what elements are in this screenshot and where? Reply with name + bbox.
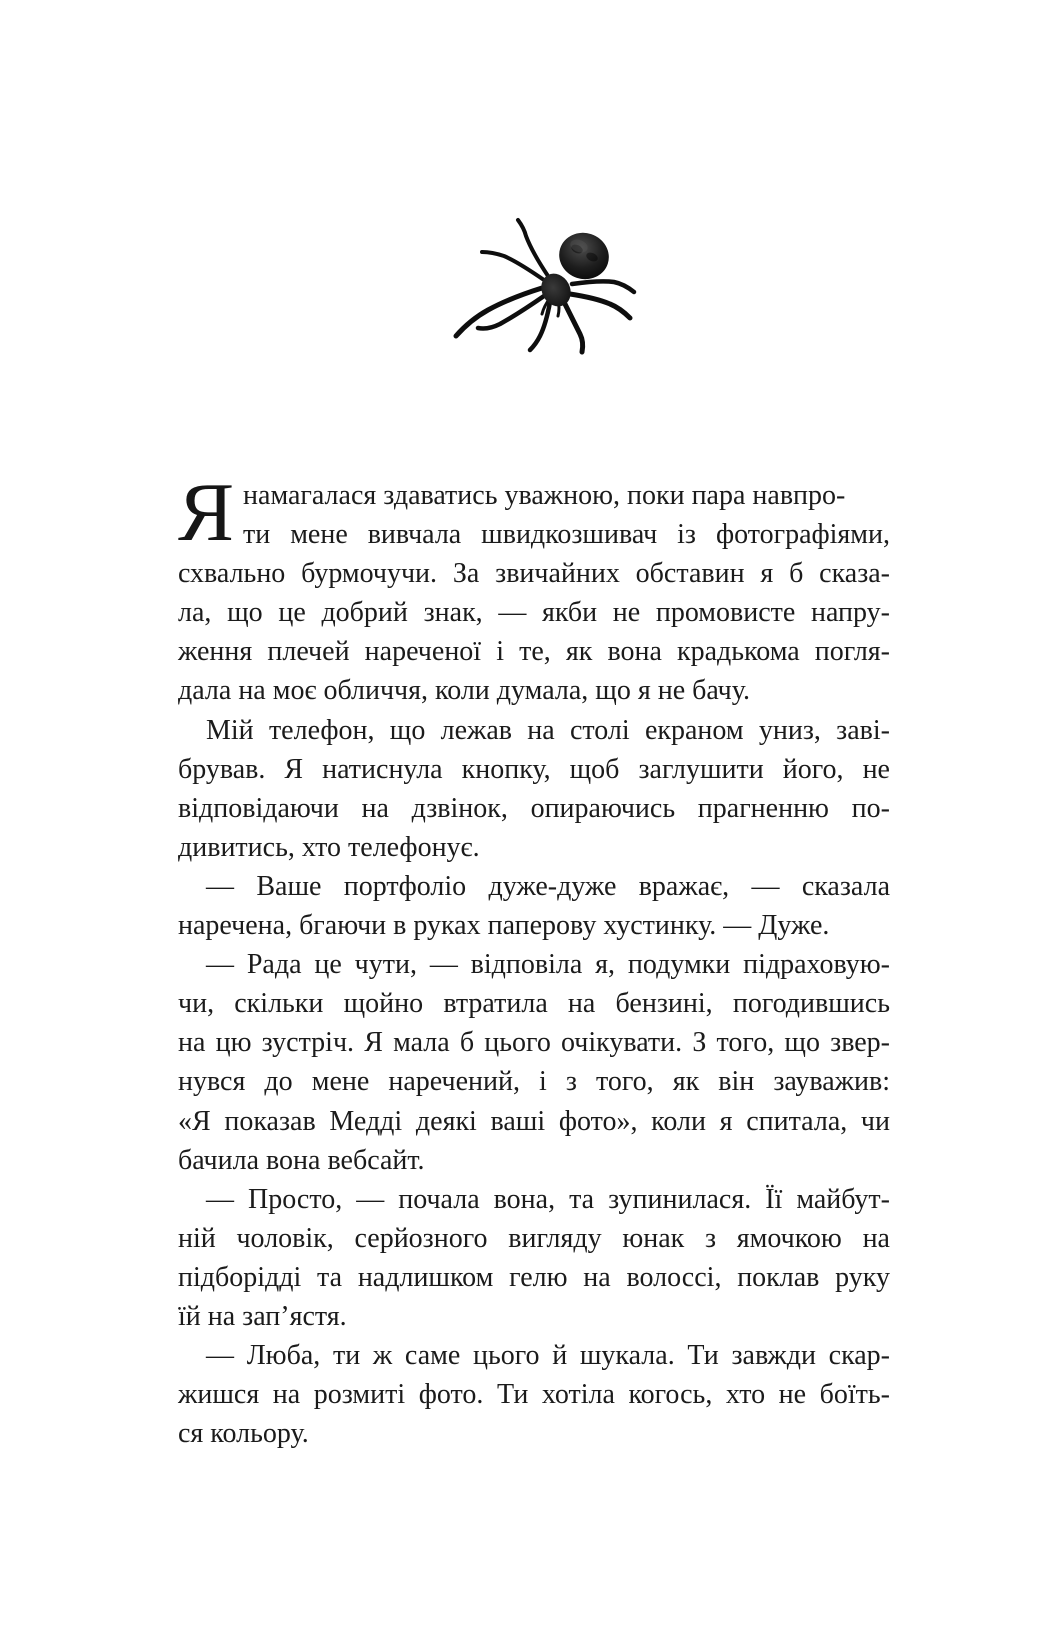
- text-line: — Ваше портфоліо дуже-дуже вражає, — сказала: [206, 870, 890, 902]
- text-line: нувся до мене наречений, і з того, як він зауважив:: [178, 1066, 890, 1098]
- chapter-text: [178, 466, 890, 1453]
- text-line: чи, скільки щойно втратила на бензині, погодившись: [178, 988, 890, 1020]
- text-line: ній чоловік, серйозного вигляду юнак з ямочкою на: [178, 1222, 890, 1254]
- paragraph: [178, 711, 890, 867]
- text-line: — Просто, — почала вона, та зупинилася. Її майбут-: [206, 1183, 890, 1215]
- text-line: — Люба, ти ж саме цього й шукала. Ти завжди скар-: [206, 1340, 890, 1372]
- text-line: відповідаючи на дзвінок, опираючись прагненню по-: [178, 792, 890, 824]
- text-line: підборідді та надлишком гелю на волоссі, поклав руку: [178, 1261, 890, 1293]
- text-line: Мій телефон, що лежав на столі екраном униз, заві-: [206, 714, 890, 746]
- text-line: ти мене вивчала швидкозшивач із фотографіями,: [243, 519, 890, 551]
- text-line: — Рада це чути, — відповіла я, подумки підраховую-: [206, 949, 890, 981]
- paragraph: [178, 1180, 890, 1336]
- spider-icon: [448, 206, 648, 356]
- paragraph: [178, 867, 890, 945]
- text-line: наречена, бгаючи в руках паперову хустинку. — Дуже.: [178, 910, 830, 942]
- paragraph: [178, 1336, 890, 1453]
- text-line: ла, що це добрий знак, — якби не промовисте напру-: [178, 597, 890, 629]
- text-line: намагалася здаватись уважною, поки пара навпро-: [243, 480, 846, 511]
- text-line: на цю зустріч. Я мала б цього очікувати. З того, що звер-: [178, 1027, 890, 1059]
- drop-cap: Я: [178, 466, 235, 559]
- text-line: «Я показав Медді деякі ваші фото», коли я спитала, чи: [178, 1105, 890, 1137]
- text-line: дивитись, хто телефонує.: [178, 831, 480, 863]
- text-line: ження плечей нареченої і те, як вона крадькома погля-: [178, 636, 890, 668]
- text-line: схвально бурмочучи. За звичайних обставин я б сказа-: [178, 558, 890, 590]
- paragraph: [178, 466, 890, 711]
- text-line: жишся на розмиті фото. Ти хотіла когось, хто не боїть-: [178, 1379, 890, 1411]
- text-line: брував. Я натиснула кнопку, щоб заглушити його, не: [178, 753, 890, 785]
- paragraph: [178, 945, 890, 1180]
- text-line: ся кольору.: [178, 1418, 309, 1450]
- spider-image: [448, 206, 648, 356]
- text-line: їй на зап’ястя.: [178, 1300, 347, 1332]
- text-line: дала на моє обличчя, коли думала, що я не бачу.: [178, 675, 750, 707]
- text-line: бачила вона вебсайт.: [178, 1144, 425, 1176]
